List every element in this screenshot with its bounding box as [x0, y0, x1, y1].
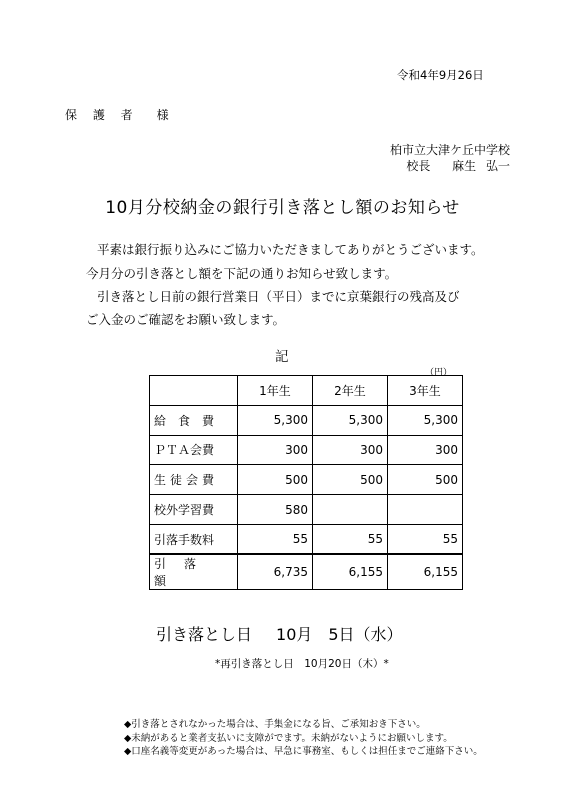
note-1: ◆引き落とされなかった場合は、手集金になる旨、ご承知おき下さい。	[124, 719, 426, 730]
total-value: 6,155	[313, 554, 388, 590]
cell-value: 500	[388, 465, 463, 495]
cell-value: 5,300	[313, 405, 388, 435]
cell-value: 55	[388, 524, 463, 554]
row-label: 校外学習費	[150, 495, 238, 525]
table-header-grade-2: 2年生	[313, 376, 388, 406]
table-row	[150, 405, 463, 435]
document-title: 10月分校納金の銀行引き落とし額のお知らせ	[105, 198, 460, 218]
cell-value: 5,300	[238, 405, 313, 435]
table-header-grade-3: 3年生	[388, 376, 463, 406]
body-line-2: 今月分の引き落とし額を下記の通りお知らせ致します。	[86, 266, 398, 281]
total-value: 6,735	[238, 554, 313, 590]
table-row	[150, 465, 463, 495]
body-line-3: 引き落とし日前の銀行営業日（平日）までに京葉銀行の残高及び	[97, 289, 460, 304]
body-line-4: ご入金のご確認をお願い致します。	[86, 312, 286, 327]
row-label: 給 食 費	[150, 405, 238, 435]
ki-heading: 記	[275, 349, 289, 365]
table-row	[150, 495, 463, 525]
cell-value: 5,300	[388, 405, 463, 435]
note-3: ◆口座名義等変更があった場合は、早急に事務室、もしくは担任までご連絡下さい。	[124, 746, 483, 757]
unit-label: （円）	[425, 368, 453, 378]
cell-value: 300	[313, 435, 388, 465]
cell-value: 55	[313, 524, 388, 554]
row-label: 引落手数料	[150, 524, 238, 554]
principal-name: 校長 麻生 弘一	[406, 159, 510, 173]
total-value: 6,155	[388, 554, 463, 590]
cell-value: 580	[238, 495, 313, 525]
table-header-grade-1: 1年生	[238, 376, 313, 406]
school-name: 柏市立大津ケ丘中学校	[389, 143, 510, 157]
withdrawal-label: 引き落とし日	[156, 625, 253, 644]
cell-value: 500	[313, 465, 388, 495]
cell-value: 300	[238, 435, 313, 465]
table-header-blank	[150, 376, 238, 406]
table-row	[150, 435, 463, 465]
issue-date: 令和4年9月26日	[397, 68, 484, 82]
recipient: 保 護 者 様	[65, 108, 175, 122]
total-label: 引落額	[150, 554, 238, 590]
table-header-row	[150, 376, 463, 406]
withdrawal-date-line	[156, 622, 403, 645]
cell-value	[313, 495, 388, 525]
row-label: ＰＴＡ会費	[150, 435, 238, 465]
cell-value: 300	[388, 435, 463, 465]
cell-value: 500	[238, 465, 313, 495]
withdrawal-date: 10月 5日（水）	[276, 625, 403, 644]
row-label: 生徒会費	[150, 465, 238, 495]
retry-date: *再引き落とし日 10月20日（木）*	[215, 658, 389, 670]
body-line-1: 平素は銀行振り込みにご協力いただきましてありがとうございます。	[97, 242, 484, 257]
fee-table	[149, 375, 463, 590]
note-2: ◆未納があると業者支払いに支障がでます。未納がないようにお願いします。	[124, 733, 453, 744]
cell-value	[388, 495, 463, 525]
cell-value: 55	[238, 524, 313, 554]
table-row	[150, 524, 463, 554]
table-total-row	[150, 554, 463, 590]
